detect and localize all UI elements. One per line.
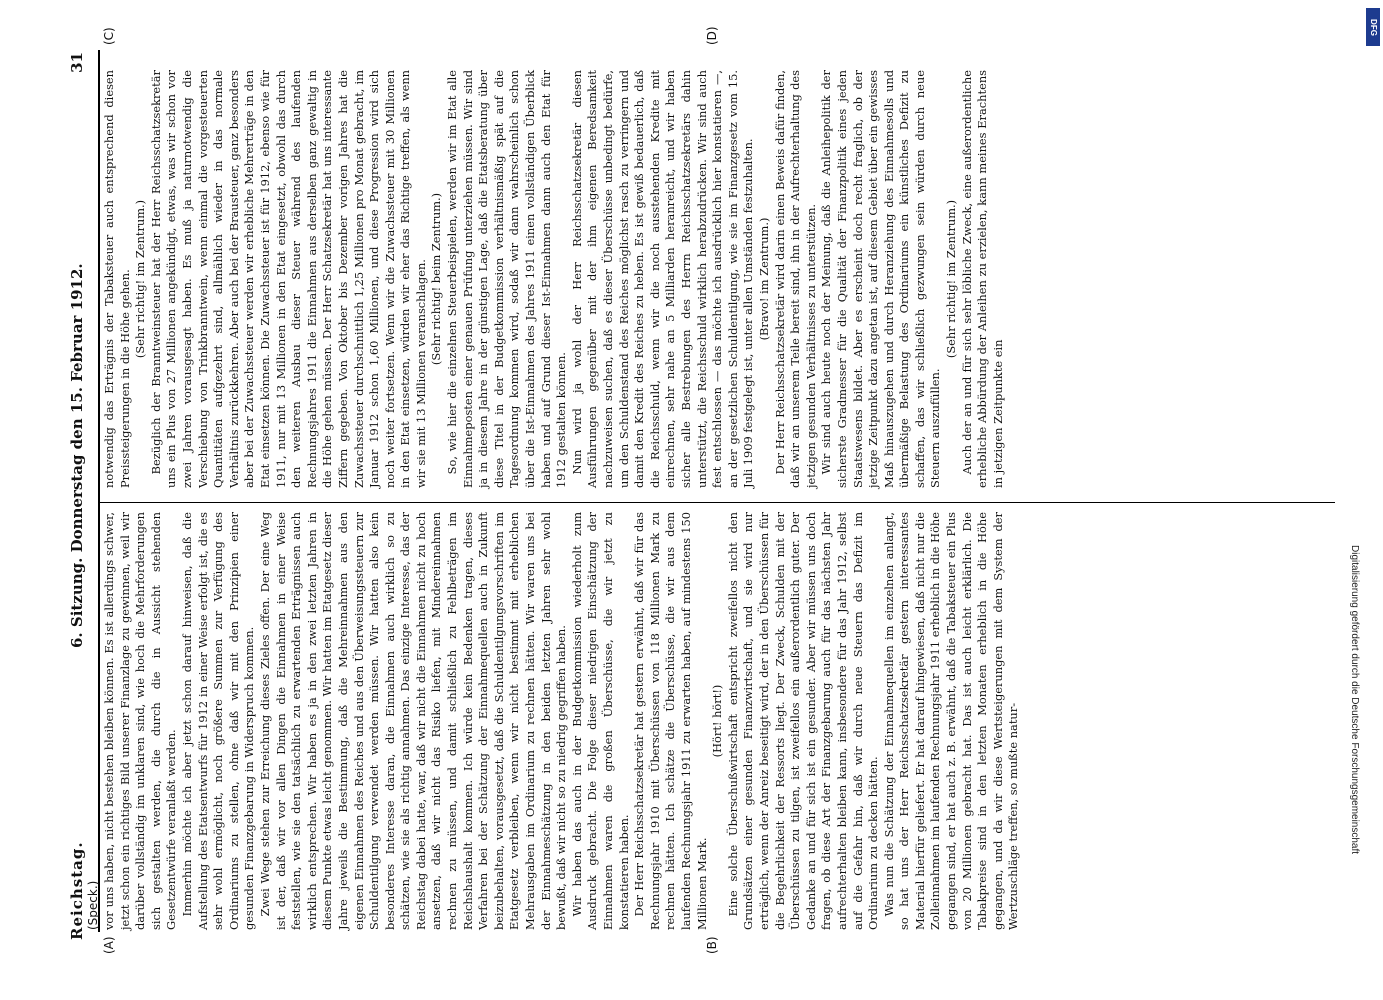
paragraph: vor uns haben, nicht bestehen bleiben können. Es ist allerdings schwer, jetzt schon ein richtiges Bild unserer Finanzlage zu gewinnen, weil wir darüber vollständig im unklaren sind, wie hoch die Mehrforderungen sich gestalten werden, die durch die in Aussicht stehenden Gesetzentwürfe veranlaßt werden. — [102, 512, 179, 930]
paragraph: Zwei Wege stehen zur Erreichung dieses Zieles offen. Der eine Weg ist der, daß wir vor allen Dingen die Einnahmen in einer Weise feststellen, wie sie den tatsächlich zu erwartenden Erträgnissen auch wirklich entsprechen. Wir haben es ja in den zwei letzten Jahren in diesem Punkte etwas leicht genommen. Wir hatten im Etatgesetz dieser Jahre jeweils die Bestimmung, daß die Mehreinnahmen aus den eigenen Einnahmen des Reiches und aus den Überweisungssteuern zur Schuldentilgung verwendet werden müssen. Wir hatten also kein besonderes Interesse daran, die Einnahmen auch wirklich so zu schätzen, wie sie als richtig annahmen. Das einzige Interesse, das der Reichstag dabei hatte, war, daß wir nicht die Einnahmen nicht zu hoch ansetzen, daß wir nicht das Risiko liefen, mit Mindereinnahmen rechnen zu müssen, und damit schließlich zu Fehlbeträgen im Reichshaushalt kommen. Ich würde kein Bedenken tragen, dieses Verfahren bei der Schätzung der Einnahmequellen auch in Zukunft beizubehalten, vorausgesetzt, daß die Schuldentilgungsvorschriften im Etatgesetz verbleiben, wenn wir nicht bestimmt mit erheblichen Mehrausgaben im Ordinarium zu rechnen hätten. Wir waren uns bei der Einnahmeschätzung in den beiden letzten Jahren sehr wohl bewußt, daß wir nicht so zu niedrig gegriffen haben. — [257, 512, 569, 930]
paragraph: Immerhin möchte ich aber jetzt schon darauf hinweisen, daß die Aufstellung des Etatsentwurfs für 1912 in einer Weise erfolgt ist, die es sehr wohl ermöglicht, noch größere Summen zur Verfügung des Ordinariums zu stellen, ohne daß wir mit den Prinzipien einer gesunden Finanzgebarung in Widerspruch kommen. — [179, 512, 257, 930]
right-column — [102, 70, 1006, 488]
paragraph: Wir haben das auch in der Budgetkommission wiederholt zum Ausdruck gebracht. Die Folge dieser niedrigen Einschätzung der Einnahmen waren die großen Überschüsse, die wir jetzt zu konstatieren haben. — [569, 512, 631, 930]
paragraph: Auch der an und für sich sehr löbliche Zweck, eine außerordentliche erhebliche Abbürdung der Anleihen zu erzielen, kann meines Erachtens in jetzigen Zeitpunkte ein — [959, 70, 1005, 488]
speaker-tag: (Speck.) — [86, 880, 100, 930]
margin-mark-b: (B) — [705, 936, 719, 954]
interjection: (Hört! hört!) — [710, 684, 725, 758]
paragraph: Bezüglich der Branntweinsteuer hat der Herr Reichsschatzsekretär uns ein Plus von 27 Millionen angekündigt, etwas, was wir schon vor zwei Jahren vorausgesagt haben. Es muß ja naturnotwendig die Verschiebung von Trinkbranntwein, wenn einmal die vorgesteuerten Quantitäten aufgezehrt sind, allmählich wieder in das normale Verhältnis zurückkehren. Aber auch bei der Brausteuer, ganz besonders aber bei der Zuwachssteuer werden wir erhebliche Mehrerträge in den Etat einsetzen können. Die Zuwachssteuer ist für 1912, ebenso wie für 1911, nur mit 13 Millionen in den Etat eingesetzt, obwohl das durch den weiteren Ausbau dieser Steuer während des laufenden Rechnungsjahres 1911 die Einnahmen aus derselben ganz gewaltig in die Höhe gehen müssen. Der Herr Schatzsekretär hat uns interessante Ziffern gegeben. Von Oktober bis Dezember vorigen Jahres hat die Zuwachssteuer durchschnittlich 1,25 Millionen pro Monat gebracht, im Januar 1912 schon 1,60 Millionen, und diese Progression wird sich noch weiter fortsetzen. Wenn wir die Zuwachssteuer mit 30 Millionen in den Etat einsetzen, würden wir eher das Richtige treffen, als wenn wir sie mit 13 Millionen veranschlagen. — [148, 70, 428, 488]
paragraph: So, wie hier die einzelnen Steuerbeispielen, werden wir im Etat alle Einnahmeposten einer genauen Prüfung unterziehen müssen. Wir sind ja in diesem Jahre in der günstigen Lage, daß die Etatsberatung über diese Titel in der Budgetkommission verhältnismäßig spät auf die Tagesordnung kommen wird, sodaß wir dann wahrscheinlich schon über die Ist-Einnahmen des Jahres 1911 einen vollständigen Überblick haben und auf Grund dieser Ist-Einnahmen dann auch den Etat für 1912 gestalten können. — [445, 70, 569, 488]
paragraph: Was nun die Schätzung der Einnahmequellen im einzelnen anlangt, so hat uns der Herr Reichsschatzsekretär gestern interessantes Material hierfür geliefert. Er hat darauf hingewiesen, daß nicht nur die Zolleinnahmen im laufenden Rechnungsjahr 1911 erheblich in die Höhe gegangen sind, er hat auch z. B. erwähnt, daß die Tabaksteuer ein Plus von 20 Millionen gebracht hat. Das ist auch leicht erklärlich. Die Tabakpreise sind in den letzten Monaten erheblich in die Höhe gegangen, und da wir diese Wertsteigerungen mit dem System der Wertzuschläge treffen, so mußte natur- — [881, 512, 1021, 930]
header-rule — [98, 50, 100, 932]
page-header — [68, 52, 90, 948]
dfg-logo — [1366, 8, 1380, 46]
column-divider — [100, 502, 1335, 503]
paragraph: notwendig das Erträgnis der Tabaksteuer auch entsprechend diesen Preissteigerungen in die Höhe gehen. — [102, 70, 132, 488]
interjection: (Sehr richtig! beim Zentrum.) — [429, 192, 444, 366]
left-column — [102, 512, 1022, 930]
paragraph: Wir sind auch heute noch der Meinung, daß die Anleihepolitik der sicherste Gradmesser für die Qualität der Finanzpolitik eines jeden Staatswesens bildet. Aber es erscheint doch recht fraglich, ob der jetzige Zeitpunkt dazu angetan ist, auf diesem Gebiet über ein gewisses Maß hinauszugehen und durch Heranziehung des Einnahmesolls und übermäßige Belastung des Ordinariums ein künstliches Defizit zu schaffen, das wir schließlich gezwungen sein würden durch neue Steuern auszufüllen. — [819, 70, 943, 488]
margin-mark-a: (A) — [102, 936, 116, 954]
margin-mark-d: (D) — [705, 26, 719, 45]
interjection: (Sehr richtig! im Zentrum.) — [133, 199, 148, 359]
paragraph: Der Herr Reichsschatzsekretär hat gestern erwähnt, daß wir für das Rechnungsjahr 1910 mit Überschüssen von 118 Millionen Mark zu rechnen hätten. Ich schätze die Überschüsse, die wir aus dem laufenden Rechnungsjahr 1911 zu erwarten haben, auf mindestens 150 Millionen Mark. — [632, 512, 709, 930]
paragraph: Nun wird ja wohl der Herr Reichsschatzsekretär diesen Ausführungen gegenüber mit der ihm eigenen Beredsamkeit nachzuweisen suchen, daß es dieser Überschüsse unbedingt bedürfe, um den Schuldenstand des Reiches möglichst rasch zu verringern und damit den Kredit des Reiches zu heben. Es ist gewiß bedauerlich, daß die Reichsschuld, wenn wir die noch ausstehenden Kredite mit einrechnen, sehr nahe an 5 Milliarden heranreicht, und wir haben sicher alle Bestrebungen des Herrn Reichsschatzsekretärs dahin unterstützt, die Reichsschuld wirklich herabzudrücken. Wir sind auch fest entschlossen — das möchte ich ausdrücklich hier konstatieren —, an der gesetzlichen Schuldentilgung, wie sie im Finanzgesetz vom 15. Juli 1909 festgelegt ist, unter allen Umständen festzuhalten. — [569, 70, 756, 488]
interjection: (Sehr richtig! im Zentrum.) — [944, 199, 959, 359]
header-left-title: Reichstag. — [68, 841, 86, 940]
margin-mark-c: (C) — [102, 27, 116, 45]
dfg-logo-text: DFG — [1368, 18, 1378, 36]
page-number: 31 — [68, 52, 86, 73]
paragraph: Der Herr Reichsschatzsekretär wird darin einen Beweis dafür finden, daß wir an unserem Teile bereit sind, ihn in der Aufrechterhaltung des jetzigen gesunden Verhältnisses zu unterstützen. — [772, 70, 818, 488]
header-session-date: 6. Sitzung. Donnerstag den 15. Februar 1912. — [68, 263, 86, 648]
digitization-note: Digitalisierung gefördert durch die Deutsche Forschungsgemeinschaft — [1349, 545, 1360, 855]
interjection: (Bravo! im Zentrum.) — [756, 217, 771, 341]
paragraph: Eine solche Überschußwirtschaft entspricht zweifellos nicht den Grundsätzen einer gesunden Finanzwirtschaft, und sie wird nur erträglich, wenn der Anreiz beseitigt wird, der in den Überschüssen für die Begehrlichkeit der Ressorts liegt. Der Zweck, Schulden mit der Überschüssen zu tilgen, ist zweifellos ein außerordentlich guter. Der Gedanke an und für sich ist ein gesunder. Aber wir müssen uns doch fragen, ob diese Art der Finanzgebarung auch für das nächsten Jahr aufrechterhalten bleiben kann, insbesondere für das Jahr 1912, selbst auf die Gefahr hin, daß wir durch neue Steuern das Defizit im Ordinarium zu decken hätten. — [725, 512, 881, 930]
